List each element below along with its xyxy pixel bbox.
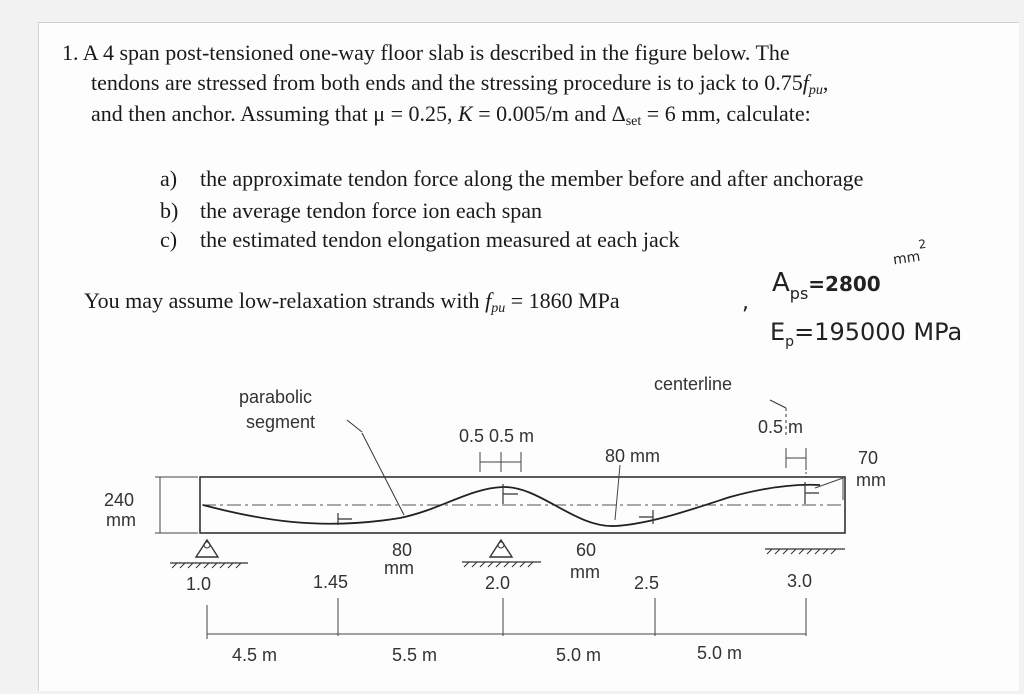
dim-05m-right: 0.5 m [758,417,804,437]
dim-05-05-ticks [480,452,521,472]
ecc-80-value: 80 [392,540,413,560]
dim-05m-ticks [786,448,806,468]
parabolic-leader [362,433,404,515]
handwritten-ep: $E_p=195000$ MPa [770,318,963,350]
station-4: 2.5 [634,573,660,593]
dim-80mm-leader [615,465,620,520]
problem-line-1: 1. A 4 span post-tensioned one-way floor slab is described in the figure below. The [62,40,790,65]
centerline-label: centerline [654,374,733,394]
span-3: 5.0 m [556,645,602,665]
ecc-60-value: 60 [576,540,597,560]
handwritten-comma: , [742,290,749,315]
depth-unit: mm [106,510,136,530]
dim-80mm-top: 80 mm [605,446,661,466]
part-a: a) the approximate tendon force along the member before and after anchorage [160,166,864,191]
dim-05-05: 0.5 0.5 m [459,426,535,446]
centerline-arrow [770,400,786,408]
parabolic-label-1: parabolic [239,387,313,407]
assumption-line: You may assume low-relaxation strands with $f_{pu} = 1860$ MPa [84,288,620,316]
station-2: 1.45 [313,572,349,592]
station-1: 1.0 [186,574,212,594]
support-right [765,549,845,554]
span-2: 5.5 m [392,645,438,665]
support-left [170,540,248,568]
span-4: 5.0 m [697,643,743,663]
parabolic-label-2: segment [246,412,316,432]
ecc-60-unit: mm [570,562,600,582]
right-dim-value: 70 [858,448,879,468]
station-3: 2.0 [485,573,511,593]
right-dim-unit: mm [856,470,886,490]
right-dim-leader [815,478,843,488]
part-c: c) the estimated tendon elongation measured at each jack [160,227,680,252]
handwritten-mm2: mm2 [892,236,928,269]
parabolic-leader-short [347,420,362,432]
problem-line-2: tendons are stressed from both ends and the stressing procedure is to jack to $0.75f_{pu}$, [91,70,829,98]
span-dim-ticks [207,598,806,639]
handwritten-aps: $A_{ps}=2800$ [772,268,881,303]
depth-value: 240 [104,490,135,510]
problem-line-3: and then anchor. Assuming that μ = 0.25, K = 0.005/m and $\Delta_{set} = 6$ mm, calculate: [91,101,811,129]
station-5: 3.0 [787,571,813,591]
ecc-80-unit: mm [384,558,414,578]
support-middle [462,540,541,567]
part-b: b) the average tendon force ion each span [160,198,543,223]
span-1: 4.5 m [232,645,278,665]
